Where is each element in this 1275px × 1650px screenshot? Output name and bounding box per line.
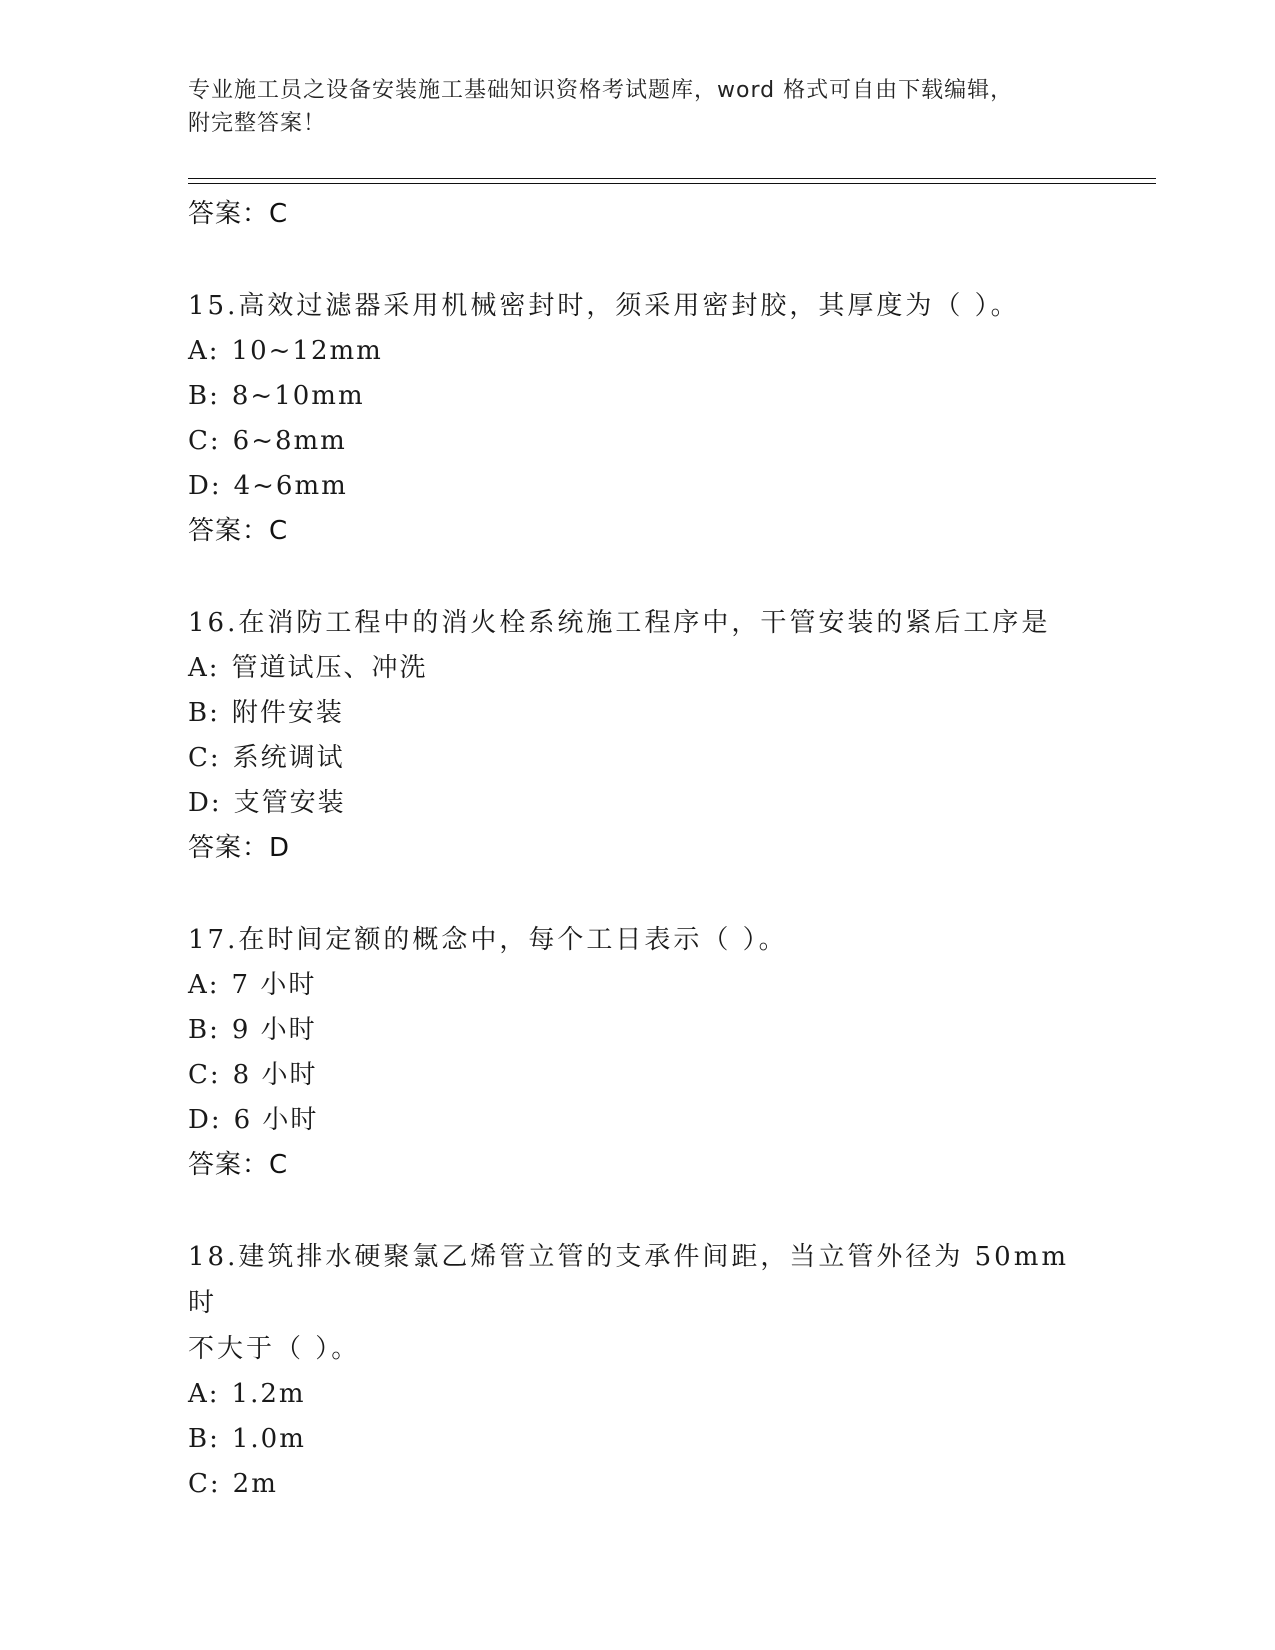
option-text: 7 小时 bbox=[231, 970, 317, 1000]
option-text: 8~10mm bbox=[231, 381, 365, 411]
option-letter: C: bbox=[188, 426, 221, 456]
header-line-1: 专业施工员之设备安装施工基础知识资格考试题库，word 格式可自由下载编辑， bbox=[188, 78, 1014, 103]
option-text: 4~6mm bbox=[233, 471, 348, 501]
option-text: 支管安装 bbox=[233, 788, 346, 818]
option-letter: C: bbox=[188, 1060, 221, 1090]
answer-line: 答案：C bbox=[188, 1150, 289, 1180]
option-letter: A: bbox=[188, 1379, 220, 1409]
question-18 bbox=[188, 1188, 1088, 1507]
option-a bbox=[188, 963, 1088, 1008]
option-text: 1.0m bbox=[231, 1424, 306, 1454]
option-letter: D: bbox=[188, 1105, 222, 1135]
option-c bbox=[188, 736, 1088, 781]
option-d bbox=[188, 1098, 1088, 1143]
answer-line: 答案：C bbox=[188, 516, 289, 546]
page-header bbox=[188, 74, 1068, 140]
question-16 bbox=[188, 554, 1088, 871]
option-b bbox=[188, 1417, 1088, 1462]
question-stem-line-2: 不大于（ ）。 bbox=[188, 1334, 361, 1364]
option-letter: B: bbox=[188, 1015, 220, 1045]
answer-line: 答案：C bbox=[188, 199, 289, 229]
question-list bbox=[188, 192, 1088, 1507]
option-d bbox=[188, 464, 1088, 509]
header-divider-bottom bbox=[188, 183, 1156, 184]
option-letter: D: bbox=[188, 471, 222, 501]
option-letter: C: bbox=[188, 1469, 221, 1499]
option-c bbox=[188, 1053, 1088, 1098]
option-letter: B: bbox=[188, 381, 220, 411]
question-stem: 16.在消防工程中的消火栓系统施工程序中，干管安装的紧后工序是 bbox=[188, 608, 1051, 638]
header-line-2: 附完整答案！ bbox=[188, 111, 327, 136]
option-letter: C: bbox=[188, 743, 221, 773]
option-letter: B: bbox=[188, 698, 220, 728]
question-stem: 15.高效过滤器采用机械密封时，须采用密封胶，其厚度为（ ）。 bbox=[188, 291, 1020, 321]
option-text: 8 小时 bbox=[232, 1060, 318, 1090]
question-17 bbox=[188, 871, 1088, 1188]
option-text: 6 小时 bbox=[233, 1105, 319, 1135]
option-letter: B: bbox=[188, 1424, 220, 1454]
question-stem: 17.在时间定额的概念中，每个工日表示（ ）。 bbox=[188, 925, 788, 955]
option-b bbox=[188, 374, 1088, 419]
option-c bbox=[188, 419, 1088, 464]
option-text: 2m bbox=[232, 1469, 278, 1499]
question-stem-line-1: 18.建筑排水硬聚氯乙烯管立管的支承件间距，当立管外径为 50mm 时 bbox=[188, 1242, 1070, 1318]
option-d bbox=[188, 781, 1088, 826]
option-letter: D: bbox=[188, 788, 222, 818]
option-a bbox=[188, 329, 1088, 374]
option-text: 系统调试 bbox=[232, 743, 345, 773]
option-text: 附件安装 bbox=[231, 698, 344, 728]
option-b bbox=[188, 691, 1088, 736]
question-15 bbox=[188, 237, 1088, 554]
option-letter: A: bbox=[188, 653, 220, 683]
option-c bbox=[188, 1462, 1088, 1507]
option-text: 1.2m bbox=[231, 1379, 306, 1409]
option-text: 管道试压、冲洗 bbox=[231, 653, 428, 683]
option-text: 10~12mm bbox=[231, 336, 383, 366]
option-a bbox=[188, 1372, 1088, 1417]
option-a bbox=[188, 646, 1088, 691]
option-text: 9 小时 bbox=[231, 1015, 317, 1045]
option-b bbox=[188, 1008, 1088, 1053]
option-letter: A: bbox=[188, 336, 220, 366]
header-divider-top bbox=[188, 178, 1156, 179]
option-text: 6~8mm bbox=[232, 426, 347, 456]
answer-line: 答案：D bbox=[188, 833, 291, 863]
option-letter: A: bbox=[188, 970, 220, 1000]
